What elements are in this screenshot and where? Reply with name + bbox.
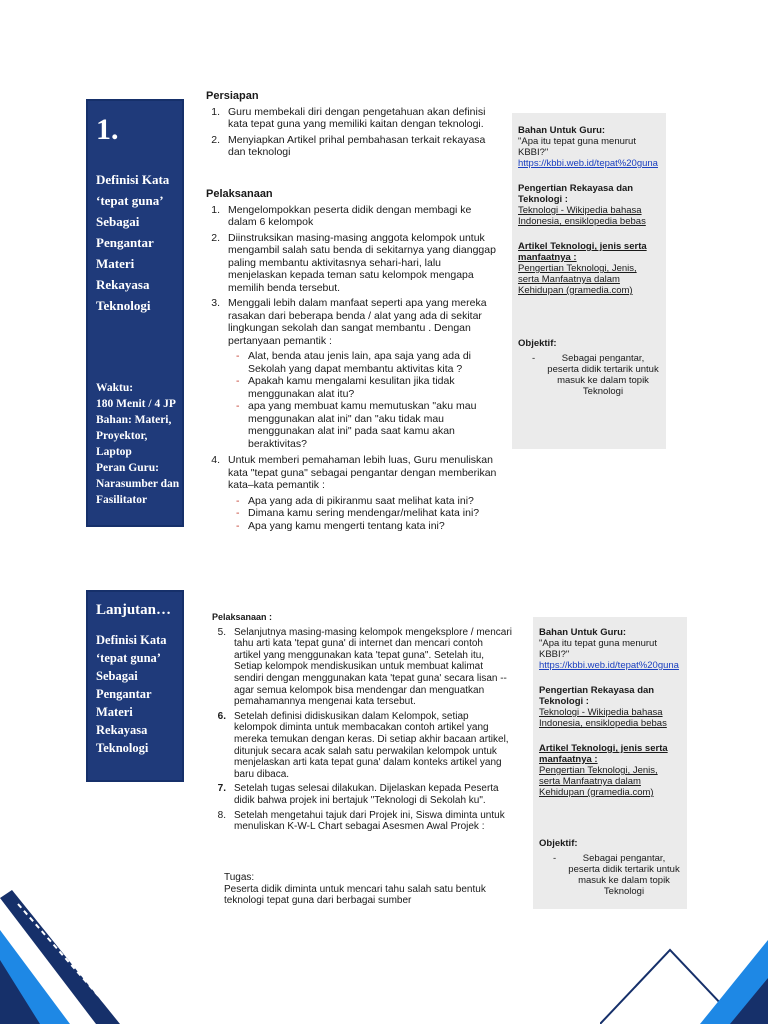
sub-item-text: apa yang membuat kamu memutuskan "aku mau menggunakan alat ini" dan "aku tidak mau menggunakan alat ini" pada saat kamu akan beraktivitas? — [248, 400, 477, 450]
artikel-title: Artikel Teknologi, jenis serta manfaatnya : — [518, 241, 647, 263]
persiapan-section — [206, 90, 502, 162]
dash-bullet: - — [236, 400, 240, 412]
session-title-line: Rekayasa — [96, 277, 150, 292]
session-title-line: Pengantar — [96, 235, 154, 250]
list-item — [206, 106, 502, 131]
item-number: 6. — [217, 710, 226, 722]
session-title-line: Pengantar — [96, 687, 152, 701]
session-info-line: 180 Menit / 4 JP — [96, 398, 176, 410]
sub-item-text: Dimana kamu sering mendengar/melihat kata ini? — [248, 507, 480, 519]
dash-bullet: - — [236, 507, 240, 519]
list-item — [206, 134, 502, 159]
gramedia-link[interactable]: Pengertian Teknologi, Jenis, serta Manfaatnya dalam Kehidupan (gramedia.com) — [518, 263, 637, 296]
bahan-title: Bahan Untuk Guru: — [518, 125, 606, 136]
list-item — [206, 454, 502, 492]
item-text: Setelah tugas selesai dilakukan. Dijelaskan kepada Peserta didik bahwa projek ini bertajuk "Teknologi di Sekolah ku". — [234, 783, 499, 806]
objektif-item: - Sebagai pengantar, peserta didik tertarik untuk masuk ke dalam topik Teknologi — [553, 853, 680, 897]
dash-bullet: - — [236, 494, 240, 507]
sub-item — [206, 350, 502, 375]
item-number: 1. — [211, 203, 220, 216]
pelaksanaan-continued-section — [212, 612, 512, 836]
session-info-line: Bahan: Materi, — [96, 414, 172, 426]
bahan-quote: "Apa itu tepat guna menurut KBBI?" — [539, 638, 657, 660]
artikel-title: Artikel Teknologi, jenis serta manfaatnya : — [539, 743, 668, 765]
pengertian-title: Pengertian Rekayasa dan Teknologi : — [518, 183, 634, 205]
item-text: Menyiapkan Artikel prihal pembahasan terkait rekayasa dan teknologi — [228, 133, 486, 158]
sub-item — [206, 400, 502, 450]
wikipedia-link[interactable]: Teknologi - Wikipedia bahasa Indonesia, ensiklopedia bebas — [539, 707, 667, 729]
session-info-line: Waktu: — [96, 382, 134, 394]
list-item — [212, 711, 512, 781]
session-title-line: ‘tepat guna’ — [96, 193, 164, 208]
pelaksanaan-title: Pelaksanaan — [206, 188, 273, 200]
objektif-title: Objektif: — [539, 838, 578, 849]
item-text: Menggali lebih dalam manfaat seperti apa yang mereka rasakan dari beberapa benda / alat yang ada di sekitar lingkungan sekolah dan sangat membantu . Dengan pertanyaan pemantik : — [228, 297, 487, 347]
session-info-line: Fasilitator — [96, 494, 148, 506]
item-text: Diinstruksikan masing-masing anggota kelompok untuk mengambil salah satu benda di sekitarnya yang dianggap paling membantu aktivitasnya sehari-hari, lalu menjelaskan kepada teman satu kelompok mengapa memilih benda tersebut. — [228, 231, 496, 294]
bahan-title: Bahan Untuk Guru: — [539, 627, 627, 638]
corner-decoration-left — [0, 890, 120, 1024]
session-info — [96, 380, 180, 508]
sub-item-text: Apa yang ada di pikiranmu saat melihat kata ini? — [248, 494, 474, 507]
objektif-item: - Sebagai pengantar, peserta didik tertarik untuk masuk ke dalam topik Teknologi — [532, 353, 659, 397]
session-title — [96, 169, 176, 316]
list-item — [212, 783, 512, 806]
session-info-line: Proyektor, — [96, 430, 148, 442]
item-number: 8. — [217, 809, 226, 821]
session-title-line: Materi — [96, 256, 135, 271]
bahan-quote: "Apa itu tepat guna menurut KBBI?" — [518, 136, 636, 158]
objektif-text: Sebagai pengantar, peserta didik tertarik untuk masuk ke dalam topik Teknologi — [568, 853, 680, 897]
list-item — [212, 627, 512, 708]
session-card-1 — [86, 99, 184, 527]
item-text: Setelah mengetahui tajuk dari Projek ini, Siswa diminta untuk menuliskan K-W-L Chart sebagai Asesmen Awal Projek : — [234, 809, 505, 833]
list-item — [206, 204, 502, 229]
tugas-section — [224, 872, 524, 907]
session-card-continued — [86, 590, 184, 782]
objektif-title: Objektif: — [518, 338, 557, 349]
teacher-resources-box — [512, 113, 666, 449]
tugas-title: Tugas: — [224, 872, 255, 883]
item-number: 2. — [211, 133, 220, 146]
sub-item — [206, 520, 502, 533]
persiapan-title: Persiapan — [206, 90, 259, 102]
session-info-line: Narasumber dan — [96, 478, 180, 490]
sub-item-text: Apakah kamu mengalami kesulitan jika tidak menggunakan alat itu? — [248, 375, 455, 400]
dash-bullet: - — [236, 519, 240, 532]
sub-item-text: Alat, benda atau jenis lain, apa saja yang ada di Sekolah yang dapat membantu aktivitas kita ? — [248, 350, 471, 375]
item-number: 3. — [211, 297, 220, 309]
corner-decoration-right — [600, 930, 768, 1024]
continued-heading: Lanjutan… — [96, 602, 172, 618]
session-number: 1. — [96, 113, 119, 146]
item-number: 1. — [211, 105, 220, 118]
sub-item-text: Apa yang kamu mengerti tentang kata ini? — [248, 519, 445, 532]
dash-bullet: - — [236, 350, 240, 362]
session-title-line: Rekayasa — [96, 723, 148, 737]
list-item — [206, 232, 502, 295]
pelaksanaan-continued-title: Pelaksanaan : — [212, 612, 273, 622]
pelaksanaan-section — [206, 188, 502, 532]
item-number: 7. — [217, 783, 226, 795]
sub-item — [206, 495, 502, 508]
session-info-line: Peran Guru: — [96, 462, 159, 474]
session-title-line: Sebagai — [96, 214, 140, 229]
tugas-text: Peserta didik diminta untuk mencari tahu salah satu bentuk teknologi tepat guna dari berbagai sumber — [224, 883, 486, 906]
list-item — [212, 810, 512, 833]
gramedia-link[interactable]: Pengertian Teknologi, Jenis, serta Manfaatnya dalam Kehidupan (gramedia.com) — [539, 765, 658, 798]
session-title-line: Materi — [96, 705, 133, 719]
session-title-line: Teknologi — [96, 298, 151, 313]
item-text: Selanjutnya masing-masing kelompok mengeksplore / mencari tahu arti kata 'tepat guna' di internet dan mencari contoh artikel yang menggunakan kata 'tepat guna". Setelah itu, Setiap kelompok mendiskusikan untuk membuat kalimat sendiri dengan menggunakan kata 'tepat guna' secara lisan -- agar semua kelompok bisa mendengar dan menguatkan pemahamannya mengenai kata tersebut. — [234, 626, 512, 708]
item-number: 4. — [211, 454, 220, 466]
teacher-resources-box-2 — [533, 617, 687, 909]
sub-item — [206, 375, 502, 400]
kbbi-link[interactable]: https://kbbi.web.id/tepat%20guna — [539, 660, 679, 671]
session-title-line: Teknologi — [96, 741, 149, 755]
sub-item — [206, 507, 502, 520]
item-text: Guru membekali diri dengan pengetahuan akan definisi kata tepat guna yang memiliki kaitan dengan teknologi. — [228, 105, 486, 130]
item-text: Mengelompokkan peserta didik dengan membagi ke dalam 6 kelompok — [228, 203, 472, 228]
list-item — [206, 297, 502, 347]
session-title-line: Definisi Kata — [96, 172, 170, 187]
pengertian-title: Pengertian Rekayasa dan Teknologi : — [539, 685, 655, 707]
session-title-line: Sebagai — [96, 669, 138, 683]
item-number: 2. — [211, 231, 220, 244]
wikipedia-link[interactable]: Teknologi - Wikipedia bahasa Indonesia, ensiklopedia bebas — [518, 205, 646, 227]
session-title-line: Definisi Kata — [96, 633, 167, 647]
kbbi-link[interactable]: https://kbbi.web.id/tepat%20guna — [518, 158, 658, 169]
item-text: Setelah definisi didiskusikan dalam Kelompok, setiap kelompok diminta untuk membacakan contoh artikel yang mereka temukan dengan keras. Di setiap akhir bacaan artikel, ditunjuk secara acak salah satu perwakilan kelompok untuk menjelaskan arti kata tepat guna' dalam konteks artikel yang baru dibaca. — [234, 710, 509, 780]
session-title-line: ‘tepat guna’ — [96, 651, 161, 665]
dash-bullet: - — [236, 375, 240, 387]
item-text: Untuk memberi pemahaman lebih luas, Guru menuliskan kata "tepat guna" sebagai pengantar dengan memberikan kata–kata pemantik : — [228, 454, 497, 491]
session-info-line: Laptop — [96, 446, 132, 458]
objektif-text: Sebagai pengantar, peserta didik tertarik untuk masuk ke dalam topik Teknologi — [547, 353, 659, 397]
item-number: 5. — [217, 626, 226, 638]
